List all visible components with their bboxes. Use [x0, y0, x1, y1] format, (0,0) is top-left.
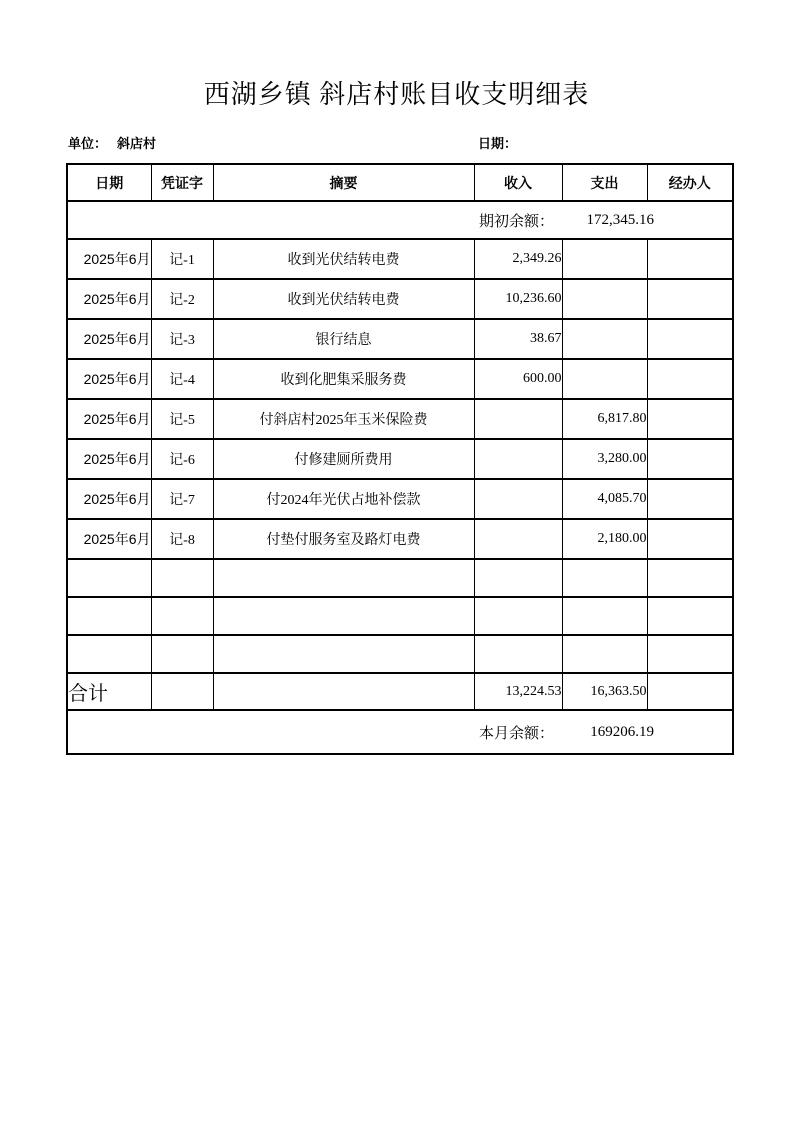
- cell-voucher: 记-1: [151, 239, 213, 279]
- cell-voucher: 记-4: [151, 359, 213, 399]
- table-row: [67, 359, 733, 399]
- cell-handler: [647, 479, 733, 519]
- month-balance-label: 本月余额：: [478, 725, 554, 742]
- cell-expense: 4,085.70: [562, 479, 647, 519]
- cell-summary: 付2024年光伏占地补偿款: [213, 479, 474, 519]
- cell-income: [474, 399, 562, 439]
- month-balance-row: [67, 710, 733, 754]
- empty-cell: [647, 635, 733, 673]
- cell-expense: 6,817.80: [562, 399, 647, 439]
- table-row: [67, 399, 733, 439]
- cell-handler: [647, 399, 733, 439]
- empty-cell: [151, 597, 213, 635]
- cell-voucher: 记-7: [151, 479, 213, 519]
- cell-handler: [647, 239, 733, 279]
- cell-voucher: 记-3: [151, 319, 213, 359]
- cell-handler: [647, 439, 733, 479]
- cell-date: 2025年6月: [67, 359, 151, 399]
- table-row: [67, 439, 733, 479]
- table-row: [67, 279, 733, 319]
- date-label: 日期：: [478, 136, 518, 151]
- header-voucher: 凭证字: [151, 164, 213, 201]
- empty-cell: [474, 559, 562, 597]
- empty-cell: [67, 635, 151, 673]
- table-row: [67, 319, 733, 359]
- cell-expense: [562, 239, 647, 279]
- empty-cell: [213, 673, 474, 710]
- unit-label: 单位：: [68, 136, 108, 151]
- empty-cell: [562, 635, 647, 673]
- cell-expense: [562, 359, 647, 399]
- total-label: 合计: [67, 673, 151, 710]
- cell-handler: [647, 519, 733, 559]
- empty-cell: [474, 597, 562, 635]
- cell-income: 600.00: [474, 359, 562, 399]
- header-handler: 经办人: [647, 164, 733, 201]
- total-income: 13,224.53: [474, 673, 562, 710]
- empty-cell: [647, 597, 733, 635]
- empty-cell: [151, 673, 213, 710]
- cell-summary: 收到光伏结转电费: [213, 239, 474, 279]
- month-balance-cell: [67, 710, 733, 754]
- cell-income: [474, 439, 562, 479]
- empty-row: [67, 597, 733, 635]
- cell-income: [474, 519, 562, 559]
- opening-balance-cell: [67, 201, 733, 239]
- cell-expense: 2,180.00: [562, 519, 647, 559]
- page-title: 西湖乡镇 斜店村账目收支明细表: [203, 80, 590, 109]
- cell-income: 38.67: [474, 319, 562, 359]
- empty-cell: [562, 597, 647, 635]
- cell-voucher: 记-6: [151, 439, 213, 479]
- cell-date: 2025年6月: [67, 479, 151, 519]
- cell-income: 10,236.60: [474, 279, 562, 319]
- cell-summary: 付垫付服务室及路灯电费: [213, 519, 474, 559]
- cell-voucher: 记-5: [151, 399, 213, 439]
- cell-income: [474, 479, 562, 519]
- opening-balance-value: 172,345.16: [586, 211, 654, 228]
- table-row: [67, 239, 733, 279]
- cell-summary: 银行结息: [213, 319, 474, 359]
- table-row: [67, 479, 733, 519]
- empty-cell: [647, 673, 733, 710]
- empty-cell: [647, 559, 733, 597]
- empty-cell: [213, 597, 474, 635]
- cell-summary: 收到化肥集采服务费: [213, 359, 474, 399]
- cell-summary: 收到光伏结转电费: [213, 279, 474, 319]
- empty-cell: [67, 597, 151, 635]
- opening-balance-label: 期初余额：: [478, 213, 554, 230]
- month-balance-value: 169206.19: [590, 723, 654, 740]
- empty-cell: [151, 559, 213, 597]
- cell-expense: 3,280.00: [562, 439, 647, 479]
- ledger-table: [66, 163, 734, 755]
- cell-expense: [562, 279, 647, 319]
- header-income: 收入: [474, 164, 562, 201]
- cell-expense: [562, 319, 647, 359]
- cell-handler: [647, 359, 733, 399]
- empty-cell: [151, 635, 213, 673]
- cell-date: 2025年6月: [67, 439, 151, 479]
- meta-row: [68, 133, 732, 151]
- cell-voucher: 记-8: [151, 519, 213, 559]
- cell-handler: [647, 279, 733, 319]
- header-expense: 支出: [562, 164, 647, 201]
- total-row: [67, 673, 733, 710]
- cell-date: 2025年6月: [67, 519, 151, 559]
- opening-balance-row: [67, 201, 733, 239]
- empty-cell: [562, 559, 647, 597]
- cell-summary: 付修建厕所费用: [213, 439, 474, 479]
- total-expense: 16,363.50: [562, 673, 647, 710]
- cell-date: 2025年6月: [67, 399, 151, 439]
- empty-row: [67, 635, 733, 673]
- table-row: [67, 519, 733, 559]
- header-date: 日期: [67, 164, 151, 201]
- cell-voucher: 记-2: [151, 279, 213, 319]
- cell-date: 2025年6月: [67, 279, 151, 319]
- unit-value: 斜店村: [117, 136, 157, 151]
- empty-cell: [213, 559, 474, 597]
- table-header-row: [67, 164, 733, 201]
- header-summary: 摘要: [213, 164, 474, 201]
- cell-date: 2025年6月: [67, 319, 151, 359]
- cell-income: 2,349.26: [474, 239, 562, 279]
- empty-row: [67, 559, 733, 597]
- empty-cell: [67, 559, 151, 597]
- cell-date: 2025年6月: [67, 239, 151, 279]
- empty-cell: [474, 635, 562, 673]
- cell-summary: 付斜店村2025年玉米保险费: [213, 399, 474, 439]
- cell-handler: [647, 319, 733, 359]
- empty-cell: [213, 635, 474, 673]
